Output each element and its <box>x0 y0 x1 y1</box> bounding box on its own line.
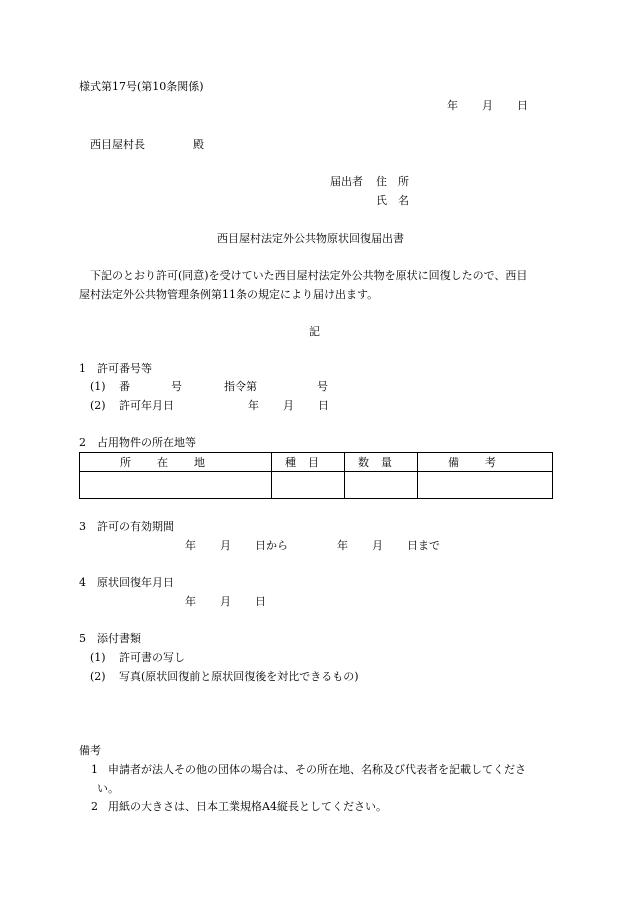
note2-number: 2 <box>91 800 98 813</box>
table-cell-remarks[interactable] <box>418 472 553 499</box>
notifier-name-label: 氏 名 <box>376 194 409 207</box>
section5-item2-number: (2) <box>90 670 106 683</box>
section3-to-day: 日まで <box>407 539 440 552</box>
section4-month: 月 <box>220 595 231 608</box>
column-header-location: 所在地 <box>80 453 272 472</box>
section3-from-year: 年 <box>185 539 196 552</box>
table-row <box>80 472 553 499</box>
addressee-honorific: 殿 <box>193 138 204 151</box>
section1-item1-number: (1) <box>90 380 106 393</box>
section1-item1-go: 号 <box>171 380 182 393</box>
section1-heading: 1 許可番号等 <box>79 362 152 375</box>
section3-to-year: 年 <box>337 539 348 552</box>
table-header-row <box>80 453 553 472</box>
section1-item2-number: (2) <box>90 399 106 412</box>
date-year: 年 <box>447 99 458 112</box>
section3-from-day: 日から <box>255 539 288 552</box>
section5-item1-number: (1) <box>90 651 106 664</box>
section1-item2-month: 月 <box>283 399 294 412</box>
table-cell-category[interactable] <box>272 472 345 499</box>
note1-text-line1: 申請者が法人その他の団体の場合は、その所在地、名称及び代表者を記載してくださ <box>108 763 526 776</box>
table-cell-location[interactable] <box>80 472 272 499</box>
section5-item1-text: 許可書の写し <box>119 651 185 664</box>
notifier-label: 届出者 <box>330 175 363 188</box>
section3-to-month: 月 <box>372 539 383 552</box>
note2-text: 用紙の大きさは、日本工業規格A4縦長としてください。 <box>108 800 387 813</box>
note1-number: 1 <box>91 763 98 776</box>
section4-day: 日 <box>255 595 266 608</box>
column-header-category: 種目 <box>272 453 345 472</box>
section5-item2-text: 写真(原状回復前と原状回復後を対比できるもの) <box>119 670 359 683</box>
section1-item1-ban: 番 <box>119 380 130 393</box>
section3-heading: 3 許可の有効期間 <box>79 520 174 533</box>
date-day: 日 <box>517 99 528 112</box>
table-cell-quantity[interactable] <box>345 472 418 499</box>
body-text-line2: 屋村法定外公共物管理条例第11条の規定により届け出ます。 <box>79 288 379 301</box>
section2-heading: 2 占用物件の所在地等 <box>79 436 196 449</box>
column-header-quantity: 数量 <box>345 453 418 472</box>
notifier-address-label: 住 所 <box>376 175 409 188</box>
section5-heading: 5 添付書類 <box>79 632 141 645</box>
note1-text-line2: い。 <box>97 782 119 795</box>
section4-heading: 4 原状回復年月日 <box>79 576 174 589</box>
column-header-remarks: 備考 <box>418 453 553 472</box>
section1-item2-day: 日 <box>318 399 329 412</box>
ki-heading: 記 <box>309 325 320 338</box>
section1-item2-label: 許可年月日 <box>119 399 174 412</box>
form-number: 様式第17号(第10条関係) <box>79 80 204 93</box>
notes-heading: 備考 <box>79 744 101 757</box>
document-title: 西目屋村法定外公共物原状回復届出書 <box>217 232 404 245</box>
section3-from-month: 月 <box>220 539 231 552</box>
addressee-name: 西目屋村長 <box>90 138 145 151</box>
section4-year: 年 <box>185 595 196 608</box>
section1-item1-shirei: 指令第 <box>224 380 257 393</box>
body-text-line1: 下記のとおり許可(同意)を受けていた西目屋村法定外公共物を原状に回復したので、西目 <box>90 269 528 282</box>
section1-item2-year: 年 <box>248 399 259 412</box>
section1-item1-go2: 号 <box>317 380 328 393</box>
date-month: 月 <box>482 99 493 112</box>
location-table <box>79 452 553 499</box>
